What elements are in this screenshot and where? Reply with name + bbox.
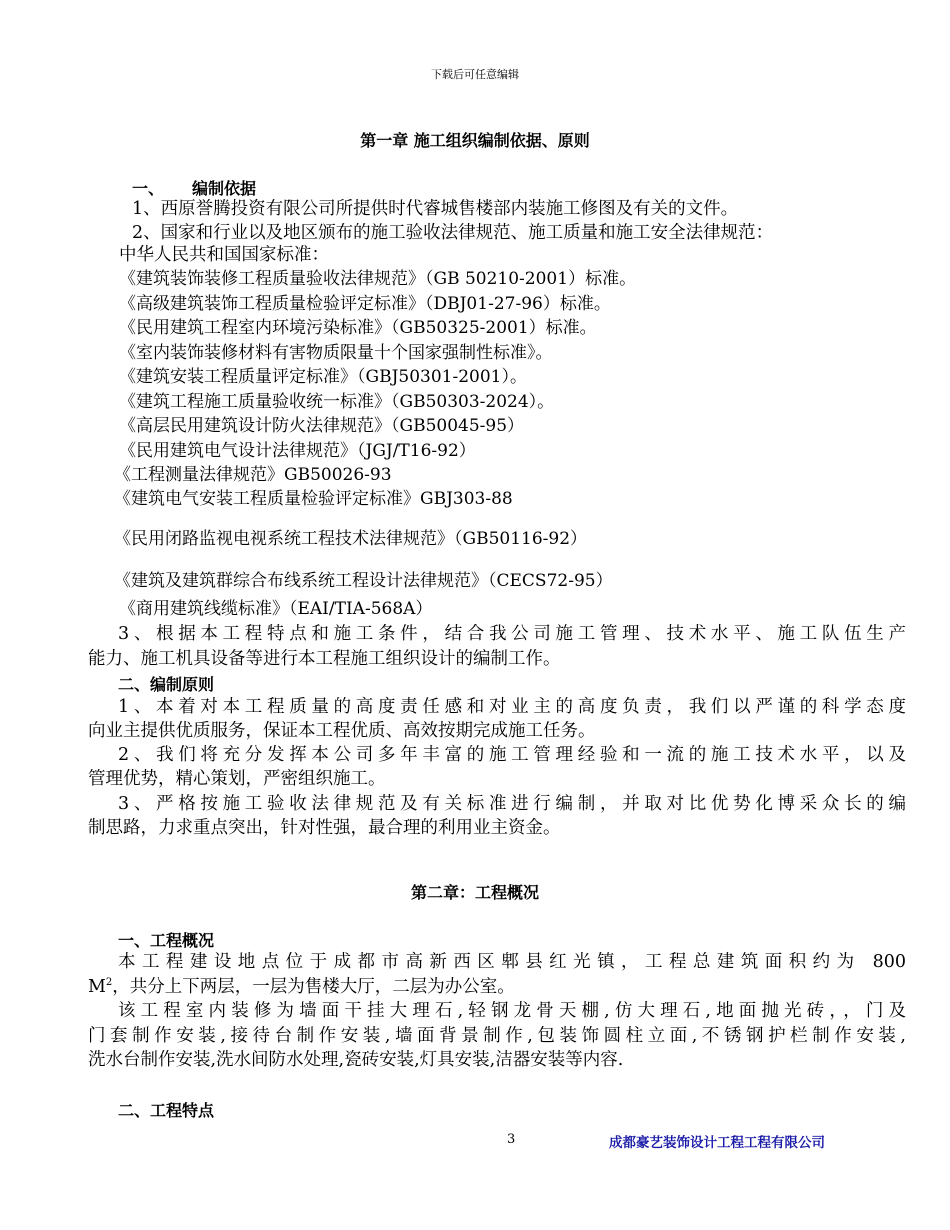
standard-item: 《民用建筑电气设计法律规范》（JGJ/T16-92） [119, 441, 476, 461]
features-heading: 二、工程特点 [118, 1101, 215, 1120]
principle-para-3-line-2: 制思路，力求重点突出，针对性强，最合理的利用业主资金。 [88, 818, 561, 838]
overview-para-1-line-2 [88, 976, 515, 998]
standard-item: 《室内装饰装修材料有害物质限量十个国家强制性标准》。 [119, 343, 553, 363]
section-2-title: 二、编制原则 [118, 675, 215, 694]
chapter-1-title: 第一章 施工组织编制依据、原则 [360, 131, 590, 150]
standard-item: 《建筑安装工程质量评定标准》（GBJ50301-2001）。 [119, 367, 527, 387]
area-unit: M [88, 977, 106, 997]
principle-para-1-line-1: 1、本着对本工程质量的高度责任感和对业主的高度负责，我们以严谨的科学态度 [118, 697, 906, 717]
principle-para-3-line-1: 3、严格按施工验收法律规范及有关标准进行编制，并取对比优势化博采众长的编 [118, 794, 906, 814]
overview-para-2-line-1: 该工程室内装修为墙面干挂大理石,轻钢龙骨天棚,仿大理石,地面抛光砖，，门及 [118, 1001, 906, 1021]
standard-item: 《建筑及建筑群综合布线系统工程设计法律规范》（CECS72-95） [114, 571, 613, 591]
basis-para-3: 中华人民共和国国家标准： [119, 245, 329, 265]
basis-para-2: 2、国家和行业以及地区颁布的施工验收法律规范、施工质量和施工安全法律规范： [132, 223, 774, 243]
overview-heading: 一、工程概况 [118, 931, 215, 950]
standard-item: 《高级建筑装饰工程质量检验评定标准》（DBJ01-27-96）标准。 [119, 294, 611, 314]
standard-item: 《民用闭路监视电视系统工程技术法律规范》（GB50116-92） [114, 529, 588, 549]
basis-para-1: 1、西原誉腾投资有限公司所提供时代睿城售楼部内装施工修图及有关的文件。 [132, 199, 739, 219]
standard-item: 《高层民用建筑设计防火法律规范》（GB50045-95） [119, 416, 525, 436]
section-1-number: 一、 [132, 179, 165, 198]
page-header: 下载后可任意编辑 [431, 68, 519, 81]
overview-para-2-line-2: 门套制作安装,接待台制作安装,墙面背景制作,包装饰圆柱立面,不锈钢护栏制作安装, [88, 1026, 906, 1046]
footer-company: 成都豪艺装饰设计工程工程有限公司 [609, 1135, 825, 1151]
principle-para-1-line-2: 向业主提供优质服务，保证本工程优质、高效按期完成施工任务。 [88, 721, 596, 741]
standard-item: 《建筑电气安装工程质量检验评定标准》GBJ303-88 [114, 489, 513, 509]
basis-para-4-line-2: 能力、施工机具设备等进行本工程施工组织设计的编制工作。 [88, 649, 561, 669]
standard-item: 《建筑工程施工质量验收统一标准》（GB50303-2024）。 [119, 392, 555, 412]
principle-para-2-line-2: 管理优势，精心策划，严密组织施工。 [88, 769, 386, 789]
principle-para-2-line-1: 2、我们将充分发挥本公司多年丰富的施工管理经验和一流的施工技术水平，以及 [118, 745, 906, 765]
overview-para-2-line-3: 洗水台制作安装,洗水间防水处理,瓷砖安装,灯具安装,洁器安装等内容. [88, 1050, 624, 1070]
section-1-heading [132, 176, 256, 199]
page-number: 3 [507, 1132, 516, 1147]
overview-para-1-line-1: 本工程建设地点位于成都市高新西区郫县红光镇，工程总建筑面积约为 800 [118, 952, 906, 972]
chapter-2-title: 第二章：工程概况 [410, 883, 539, 902]
area-unit-exponent: 2 [105, 977, 113, 989]
standard-item: 《民用建筑工程室内环境污染标准》（GB50325-2001）标准。 [119, 318, 597, 338]
standard-item: 《建筑装饰装修工程质量验收法律规范》（GB 50210-2001）标准。 [119, 269, 637, 289]
overview-para-1-line-2-text: ，共分上下两层，一层为售楼大厅，二层为办公室。 [112, 977, 515, 997]
basis-para-4-line-1: 3、根据本工程特点和施工条件，结合我公司施工管理、技术水平、施工队伍生产 [118, 624, 906, 644]
section-1-title: 编制依据 [192, 179, 257, 198]
standard-item: 《工程测量法律规范》GB50026-93 [114, 465, 392, 485]
standard-item: 《商用建筑线缆标准》（EAI/TIA-568A） [119, 599, 433, 619]
